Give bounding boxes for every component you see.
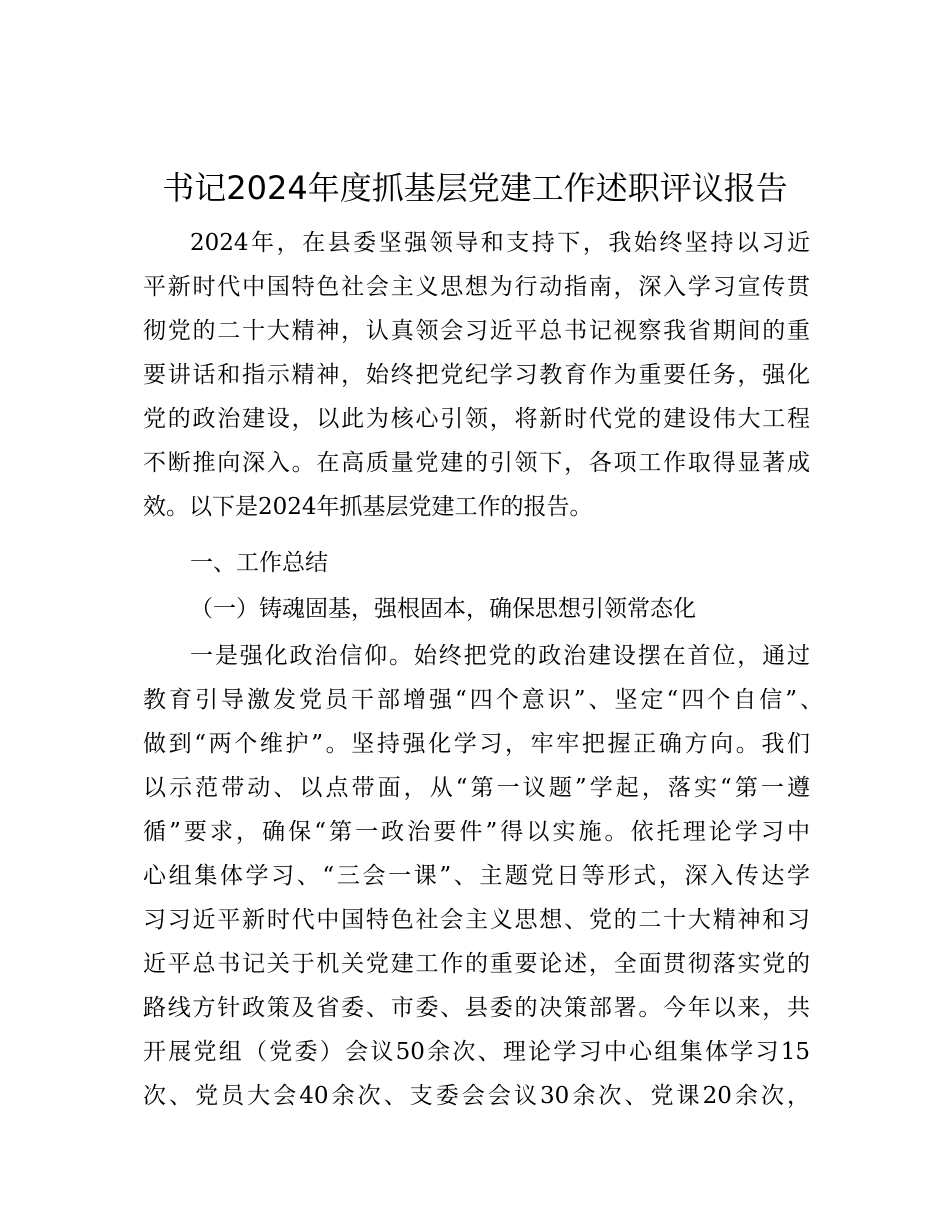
paragraph-line: 教育引导激发党员干部增强“四个意识”、坚定“四个自信”、 (143, 687, 823, 713)
section-heading: 一、工作总结 (190, 550, 328, 576)
paragraph-line: 以示范带动、以点带面，从“第一议题”学起，落实“第一遵 (143, 775, 810, 801)
paragraph-line: 路线方针政策及省委、市委、县委的决策部署。今年以来，共 (143, 995, 810, 1021)
paragraph-line: 近平总书记关于机关党建工作的重要论述，全面贯彻落实党的 (143, 951, 810, 977)
paragraph-line: 心组集体学习、“三会一课”、主题党日等形式，深入传达学 (143, 863, 810, 889)
paragraph-line: 做到“两个维护”。坚持强化学习，牢牢把握正确方向。我们 (143, 731, 810, 757)
intro-line: 不断推向深入。在高质量党建的引领下，各项工作取得显著成 (143, 450, 810, 476)
paragraph-line: 习习近平新时代中国特色社会主义思想、党的二十大精神和习 (143, 907, 810, 933)
intro-line: 党的政治建设，以此为核心引领，将新时代党的建设伟大工程 (143, 406, 810, 432)
intro-line: 平新时代中国特色社会主义思想为行动指南，深入学习宣传贯 (143, 274, 810, 300)
intro-line: 效。以下是2024年抓基层党建工作的报告。 (143, 494, 593, 520)
paragraph-line: 一是强化政治信仰。始终把党的政治建设摆在首位，通过 (190, 643, 810, 669)
intro-line: 2024年，在县委坚强领导和支持下，我始终坚持以习近 (190, 230, 810, 256)
intro-line: 彻党的二十大精神，认真领会习近平总书记视察我省期间的重 (143, 318, 810, 344)
paragraph-line: 次、党员大会40余次、支委会会议30余次、党课20余次， (143, 1083, 810, 1109)
document-title: 书记2024年度抓基层党建工作述职评议报告 (162, 169, 788, 207)
paragraph-line: 循”要求，确保“第一政治要件”得以实施。依托理论学习中 (143, 819, 810, 845)
paragraph-line: 开展党组（党委）会议50余次、理论学习中心组集体学习15 (143, 1039, 810, 1065)
subsection-heading: （一）铸魂固基，强根固本，确保思想引领常态化 (190, 596, 696, 622)
intro-line: 要讲话和指示精神，始终把党纪学习教育作为重要任务，强化 (143, 362, 810, 388)
